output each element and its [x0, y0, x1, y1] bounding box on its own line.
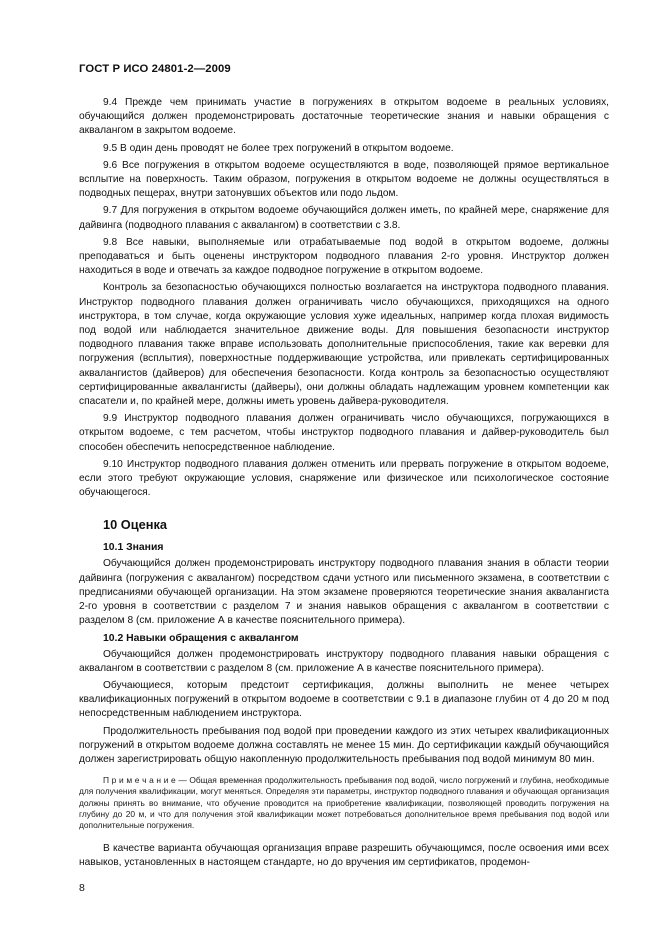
paragraph-alternative: В качестве варианта обучающая организация вправе разрешить обучающимся, после освоения ими всех навыков, установленных в настоящем стандарте, но до вручения им сертификатов, продемон- [79, 842, 609, 868]
paragraph-9-10: 9.10 Инструктор подводного плавания должен отменить или прервать погружение в открытом водоеме, если этого требуют окружающие условия, снаряжение или физическое или психологическое состояние обучающегося. [79, 458, 609, 499]
paragraph-9-5: 9.5 В один день проводят не более трех погружений в открытом водоеме. [103, 142, 454, 154]
paragraph-9-7: 9.7 Для погружения в открытом водоеме обучающийся должен иметь, по крайней мере, снаряжение для дайвинга (подводного плавания с аквалангом) в соответствии с 3.8. [79, 205, 609, 231]
page-body [79, 96, 609, 873]
paragraph-qualifying-dives: Обучающиеся, которым предстоит сертификация, должны выполнить не менее четырех квалификационных погружений в открытом водоеме в соответствии с 9.1 в диапазоне глубин от 4 до 20 м под непосредственным наблюдением инструктора. [79, 679, 609, 720]
paragraph-9-9: 9.9 Инструктор подводного плавания должен ограничивать число обучающихся, погружающихся в открытом водоеме, с тем расчетом, чтобы инструктор подводного плавания и дайвер-руководитель был способен обеспечить непосредственное наблюдение. [79, 413, 609, 453]
note: П р и м е ч а н и е — Общая временная продолжительность пребывания под водой, число погружений и глубина, необходимые для получения квалификации, могут меняться. Определяя эти параметры, инструктор подводного плавания и обучающая организация должны принять во внимание, что обучение проводится на приобретение квалификации, позволяющей проводить погружения на глубину до 20 м, и что для получения этой квалификации может потребоваться дополнительное время пребывания под водой или дополнительные погружения. [79, 775, 609, 831]
paragraph-skills: Обучающийся должен продемонстрировать инструктору подводного плавания навыки обращения с аквалангом в соответствии с разделом 8 (см. приложение А в качестве пояснительного примера). [79, 648, 609, 674]
page-number: 8 [79, 882, 85, 894]
paragraph-9-8: 9.8 Все навыки, выполняемые или отрабатываемые под водой в открытом водоеме, должны преподаваться и быть оценены инструктором подводного плавания 2-го уровня. Инструктор должен находиться в воде и отвечать за каждое подводное погружение в открытом водоеме. [79, 236, 609, 277]
paragraph-safety-control: Контроль за безопасностью обучающихся полностью возлагается на инструктора подводного плавания. Инструктор подводного плавания должен ограничивать число обучающихся, приходящихся на одного инструктора, в том случае, когда окружающие условия хуже идеальных, например когда плохая видимость под водой или наблюдается значительное движение воды. Для повышения безопасности инструктор подводного плавания также вправе использовать дополнительные приспособления, такие как веревки для погружения (всплытия), поверхностные поддерживающие устройства, или привлекать сертифицированных аквалангистов (дайверов) для обеспечения безопасности. Когда контроль за безопасностью осуществляют сертифицированные аквалангисты (дайверы), они должны обладать надлежащим уровнем компетенции как спасатели и, по крайней мере, должны иметь уровень дайвера-руководителя. [79, 282, 609, 408]
paragraph-9-4: 9.4 Прежде чем принимать участие в погружениях в открытом водоеме в реальных условиях, обучающийся должен продемонстрировать достаточные теоретические знания и навыки обращения с аквалангом в закрытом водоеме. [79, 97, 609, 137]
subsection-heading-10-1: 10.1 Знания [103, 542, 164, 554]
document-header: ГОСТ Р ИСО 24801-2—2009 [79, 63, 231, 75]
paragraph-dive-duration: Продолжительность пребывания под водой при проведении каждого из этих четырех квалификационных погружений в открытом водоеме должна составлять не менее 15 мин. До сертификации каждый обучающийся должен зарегистрировать общую накопленную продолжительность пребывания под водой минимум 80 мин. [79, 725, 609, 765]
subsection-heading-10-2: 10.2 Навыки обращения с аквалангом [103, 632, 299, 644]
paragraph-knowledge: Обучающийся должен продемонстрировать инструктору подводного плавания знания в области теории дайвинга (погружения с аквалангом) посредством сдачи устного или письменного экзамена, в соответствии с предписаниями обучающей организации. На этом экзамене проверяются теоретические знания аквалангиста 2-го уровня в соответствии с разделом 7 и знания навыков обращения с аквалангом в соответствии с разделом 8 (см. приложение А в качестве пояснительного примера). [79, 558, 609, 627]
section-heading-10: 10 Оценка [103, 517, 167, 533]
paragraph-9-6: 9.6 Все погружения в открытом водоеме осуществляются в воде, позволяющей прямое вертикальное всплытие на поверхность. Таким образом, погружения в открытом водоеме не должны осуществляться в подводных пещерах, внутри затонувших объектов или подо льдом. [79, 159, 609, 200]
